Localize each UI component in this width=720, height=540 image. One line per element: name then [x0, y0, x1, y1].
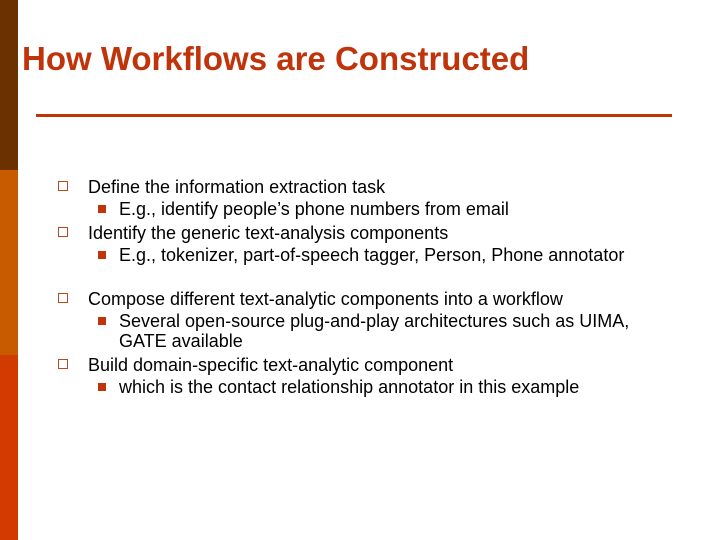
sub-bullet-text: Several open-source plug-and-play architectures such as UIMA, GATE available — [119, 311, 630, 351]
sub-bullet-item — [0, 310, 720, 354]
sub-bullet-text: E.g., tokenizer, part-of-speech tagger, Person, Phone annotator — [119, 245, 625, 265]
bullet-item — [0, 288, 720, 310]
filled-square-bullet-icon — [98, 317, 106, 325]
sub-bullet-item — [0, 376, 720, 400]
bullet-text: Identify the generic text-analysis components — [88, 223, 449, 243]
bullet-text: Define the information extraction task — [88, 177, 386, 197]
filled-square-bullet-icon — [98, 383, 106, 391]
sub-bullet-text: E.g., identify people’s phone numbers from email — [119, 199, 509, 219]
title-underline — [36, 114, 672, 117]
sub-bullet-item — [0, 244, 720, 288]
hollow-square-bullet-icon — [58, 227, 68, 237]
filled-square-bullet-icon — [98, 205, 106, 213]
bullet-list — [0, 176, 720, 400]
hollow-square-bullet-icon — [58, 181, 68, 191]
hollow-square-bullet-icon — [58, 293, 68, 303]
slide-title: How Workflows are Constructed — [22, 40, 530, 77]
bullet-item — [0, 354, 720, 376]
bullet-text: Compose different text-analytic components into a workflow — [88, 289, 563, 309]
bullet-text: Build domain-specific text-analytic component — [88, 355, 454, 375]
filled-square-bullet-icon — [98, 251, 106, 259]
bullet-item — [0, 176, 720, 198]
hollow-square-bullet-icon — [58, 359, 68, 369]
sidebar-band-top — [0, 0, 18, 170]
sub-bullet-text: which is the contact relationship annotator in this example — [119, 377, 580, 397]
sub-bullet-item — [0, 198, 720, 222]
bullet-item — [0, 222, 720, 244]
